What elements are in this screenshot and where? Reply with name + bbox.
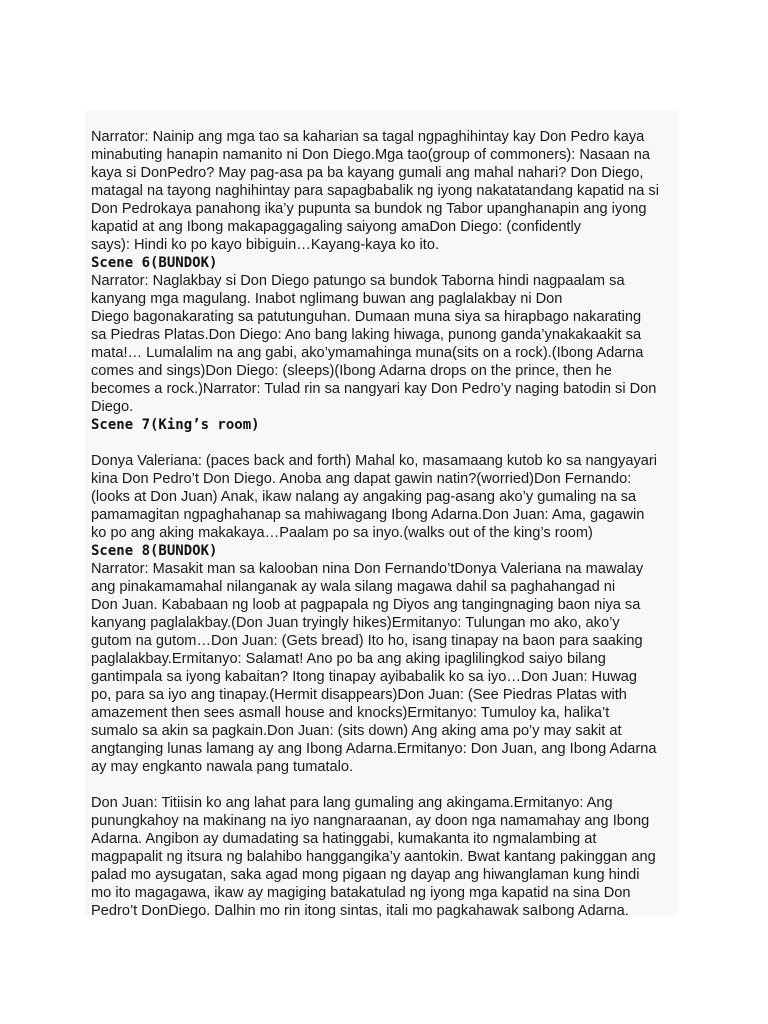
paragraph-spacer	[91, 776, 679, 794]
paragraph-scene-8: Narrator: Masakit man sa kalooban nina Don Fernando’tDonya Valeriana na mawalay ang pinakamamahal nilanganak ay wala silang magawa dahil sa paghahangad ni Don Juan. Kababaan ng loob at pagpapala ng Diyos ang tangingnaging baon niya sa kanyang paglalakbay.(Don Juan tryingly hikes)Ermitanyo: Tulungan mo ako, ako’y gutom na gutom…Don Juan: (Gets bread) Ito ho, isang tinapay na baon para saaking paglalakbay.Ermitanyo: Salamat! Ano po ba ang aking ipaglilingkod saiyo bilang gantimpala sa iyong kabaitan? Itong tinapay ayibabalik ko sa iyo…Don Juan: Huwag po, para sa iyo ang tinapay.(Hermit disappears)Don Juan: (See Piedras Platas with amazement then sees asmall house and knocks)Ermitanyo: Tumuloy ka, halika’t sumalo sa akin sa pagkain.Don Juan: (sits down) Ang aking ama po’y may sakit at angtanging lunas lamang ay ang Ibong Adarna.Ermitanyo: Don Juan, ang Ibong Adarna ay may engkanto nawala pang tumatalo.	[91, 561, 657, 775]
document-page	[85, 110, 678, 919]
paragraph-spacer	[91, 434, 679, 452]
paragraph-scene-8-continued: Don Juan: Titiisin ko ang lahat para lang gumaling ang akingama.Ermitanyo: Ang punungkahoy na makinang na iyo nangnaraanan, ay doon nga namamahay ang Ibong Adarna. Angibon ay dumadating sa hatinggabi, kumakanta ito ngmalambing at magpapalit ng itsura ng balahibo hanggangika’y aantokin. Bwat kantang pakinggan ang palad mo aysugatan, saka agad mong pigaan ng dayap ang hiwanglaman kung hindi mo ito magagawa, ikaw ay magiging batakatulad ng iyong mga kapatid na sina Don Pedro’t DonDiego. Dalhin mo rin itong sintas, itali mo pagkahawak saIbong Adarna.	[91, 795, 656, 919]
paragraph-narrator-intro: Narrator: Nainip ang mga tao sa kaharian sa tagal ngpaghihintay kay Don Pedro kaya minabuting hanapin namanito ni Don Diego.Mga tao(group of commoners): Nasaan na kaya si DonPedro? May pag-asa pa ba kayang gumali ang mahal nahari? Don Diego, matagal na tayong naghihintay para sapagbabalik ng iyong nakatatandang kapatid na si Don Pedrokaya panahong ika’y pupunta sa bundok ng Tabor upanghanapin ang iyong kapatid at ang Ibong makapaggagaling saiyong amaDon Diego: (confidently says): Hindi ko po kayo bibiguin…Kayang-kaya ko ito.	[91, 129, 659, 253]
paragraph-scene-6: Narrator: Naglakbay si Don Diego patungo sa bundok Taborna hindi nagpaalam sa kanyang mga magulang. Inabot nglimang buwan ang paglalakbay ni Don Diego bagonakarating sa patutunguhan. Dumaan muna siya sa hirapbago nakarating sa Piedras Platas.Don Diego: Ano bang laking hiwaga, punong ganda’ynakakaakit sa mata!… Lumalalim na ang gabi, ako’ymamahinga muna(sits on a rock).(Ibong Adarna comes and sings)Don Diego: (sleeps)(Ibong Adarna drops on the prince, then he becomes a rock.)Narrator: Tulad rin sa nangyari kay Don Pedro’y naging batodin si Don Diego.	[91, 273, 657, 415]
scene-8-heading: Scene 8(BUNDOK)	[91, 543, 218, 559]
scene-7-heading: Scene 7(King’s room)	[91, 417, 260, 433]
document-body	[91, 128, 679, 920]
paragraph-scene-7: Donya Valeriana: (paces back and forth) Mahal ko, masamaang kutob ko sa nangyayari kina Don Pedro’t Don Diego. Anoba ang dapat gawin natin?(worried)Don Fernando: (looks at Don Juan) Anak, ikaw nalang ay angaking pag-asang ako’y gumaling na sa pamamagitan ngpaghahanap sa mahiwagang Ibong Adarna.Don Juan: Ama, gagawin ko po ang aking makakaya…Paalam po sa inyo.(walks out of the king’s room)	[91, 453, 657, 541]
scene-6-heading: Scene 6(BUNDOK)	[91, 255, 218, 271]
